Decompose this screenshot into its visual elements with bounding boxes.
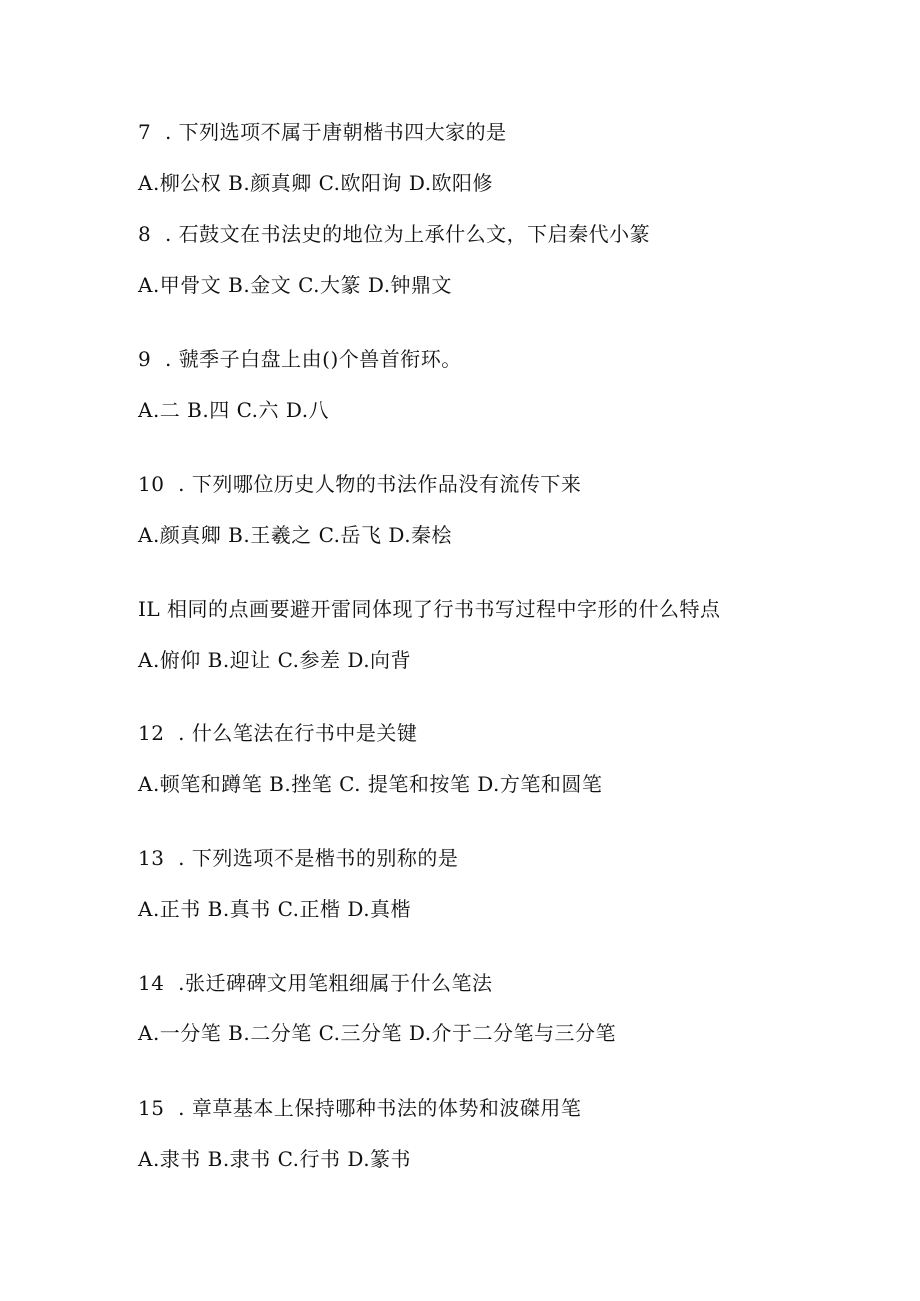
question-13-prompt: 13 . 下列选项不是楷书的别称的是 (138, 846, 459, 870)
question-15-options: A.隶书 B.隶书 C.行书 D.篆书 (138, 1147, 412, 1171)
question-12-prompt: 12 . 什么笔法在行书中是关键 (138, 721, 418, 745)
question-14-prompt: 14 .张迁碑碑文用笔粗细属于什么笔法 (138, 971, 493, 995)
question-13-options: A.正书 B.真书 C.正楷 D.真楷 (138, 897, 412, 921)
question-7-prompt: 7 . 下列选项不属于唐朝楷书四大家的是 (138, 120, 507, 144)
question-15-prompt: 15 . 章草基本上保持哪种书法的体势和波磔用笔 (138, 1096, 582, 1120)
question-14-options: A.一分笔 B.二分笔 C.三分笔 D.介于二分笔与三分笔 (138, 1021, 617, 1045)
question-10-options: A.颜真卿 B.王羲之 C.岳飞 D.秦桧 (138, 523, 453, 547)
question-9-options: A.二 B.四 C.六 D.八 (138, 398, 330, 422)
question-7-options: A.柳公权 B.颜真卿 C.欧阳询 D.欧阳修 (138, 171, 494, 195)
question-8-prompt: 8 . 石鼓文在书法史的地位为上承什么文，下启秦代小篆 (138, 222, 651, 246)
question-9-prompt: 9 . 虢季子白盘上由()个兽首衔环。 (138, 347, 462, 371)
question-8-options: A.甲骨文 B.金文 C.大篆 D.钟鼎文 (138, 273, 453, 297)
question-12-options: A.顿笔和蹲笔 B.挫笔 C. 提笔和按笔 D.方笔和圆笔 (138, 772, 603, 796)
question-10-prompt: 10 . 下列哪位历史人物的书法作品没有流传下来 (138, 472, 582, 496)
question-11-options: A.俯仰 B.迎让 C.参差 D.向背 (138, 648, 412, 672)
question-11-prompt: IL 相同的点画要避开雷同体现了行书书写过程中字形的什么特点 (138, 597, 721, 621)
